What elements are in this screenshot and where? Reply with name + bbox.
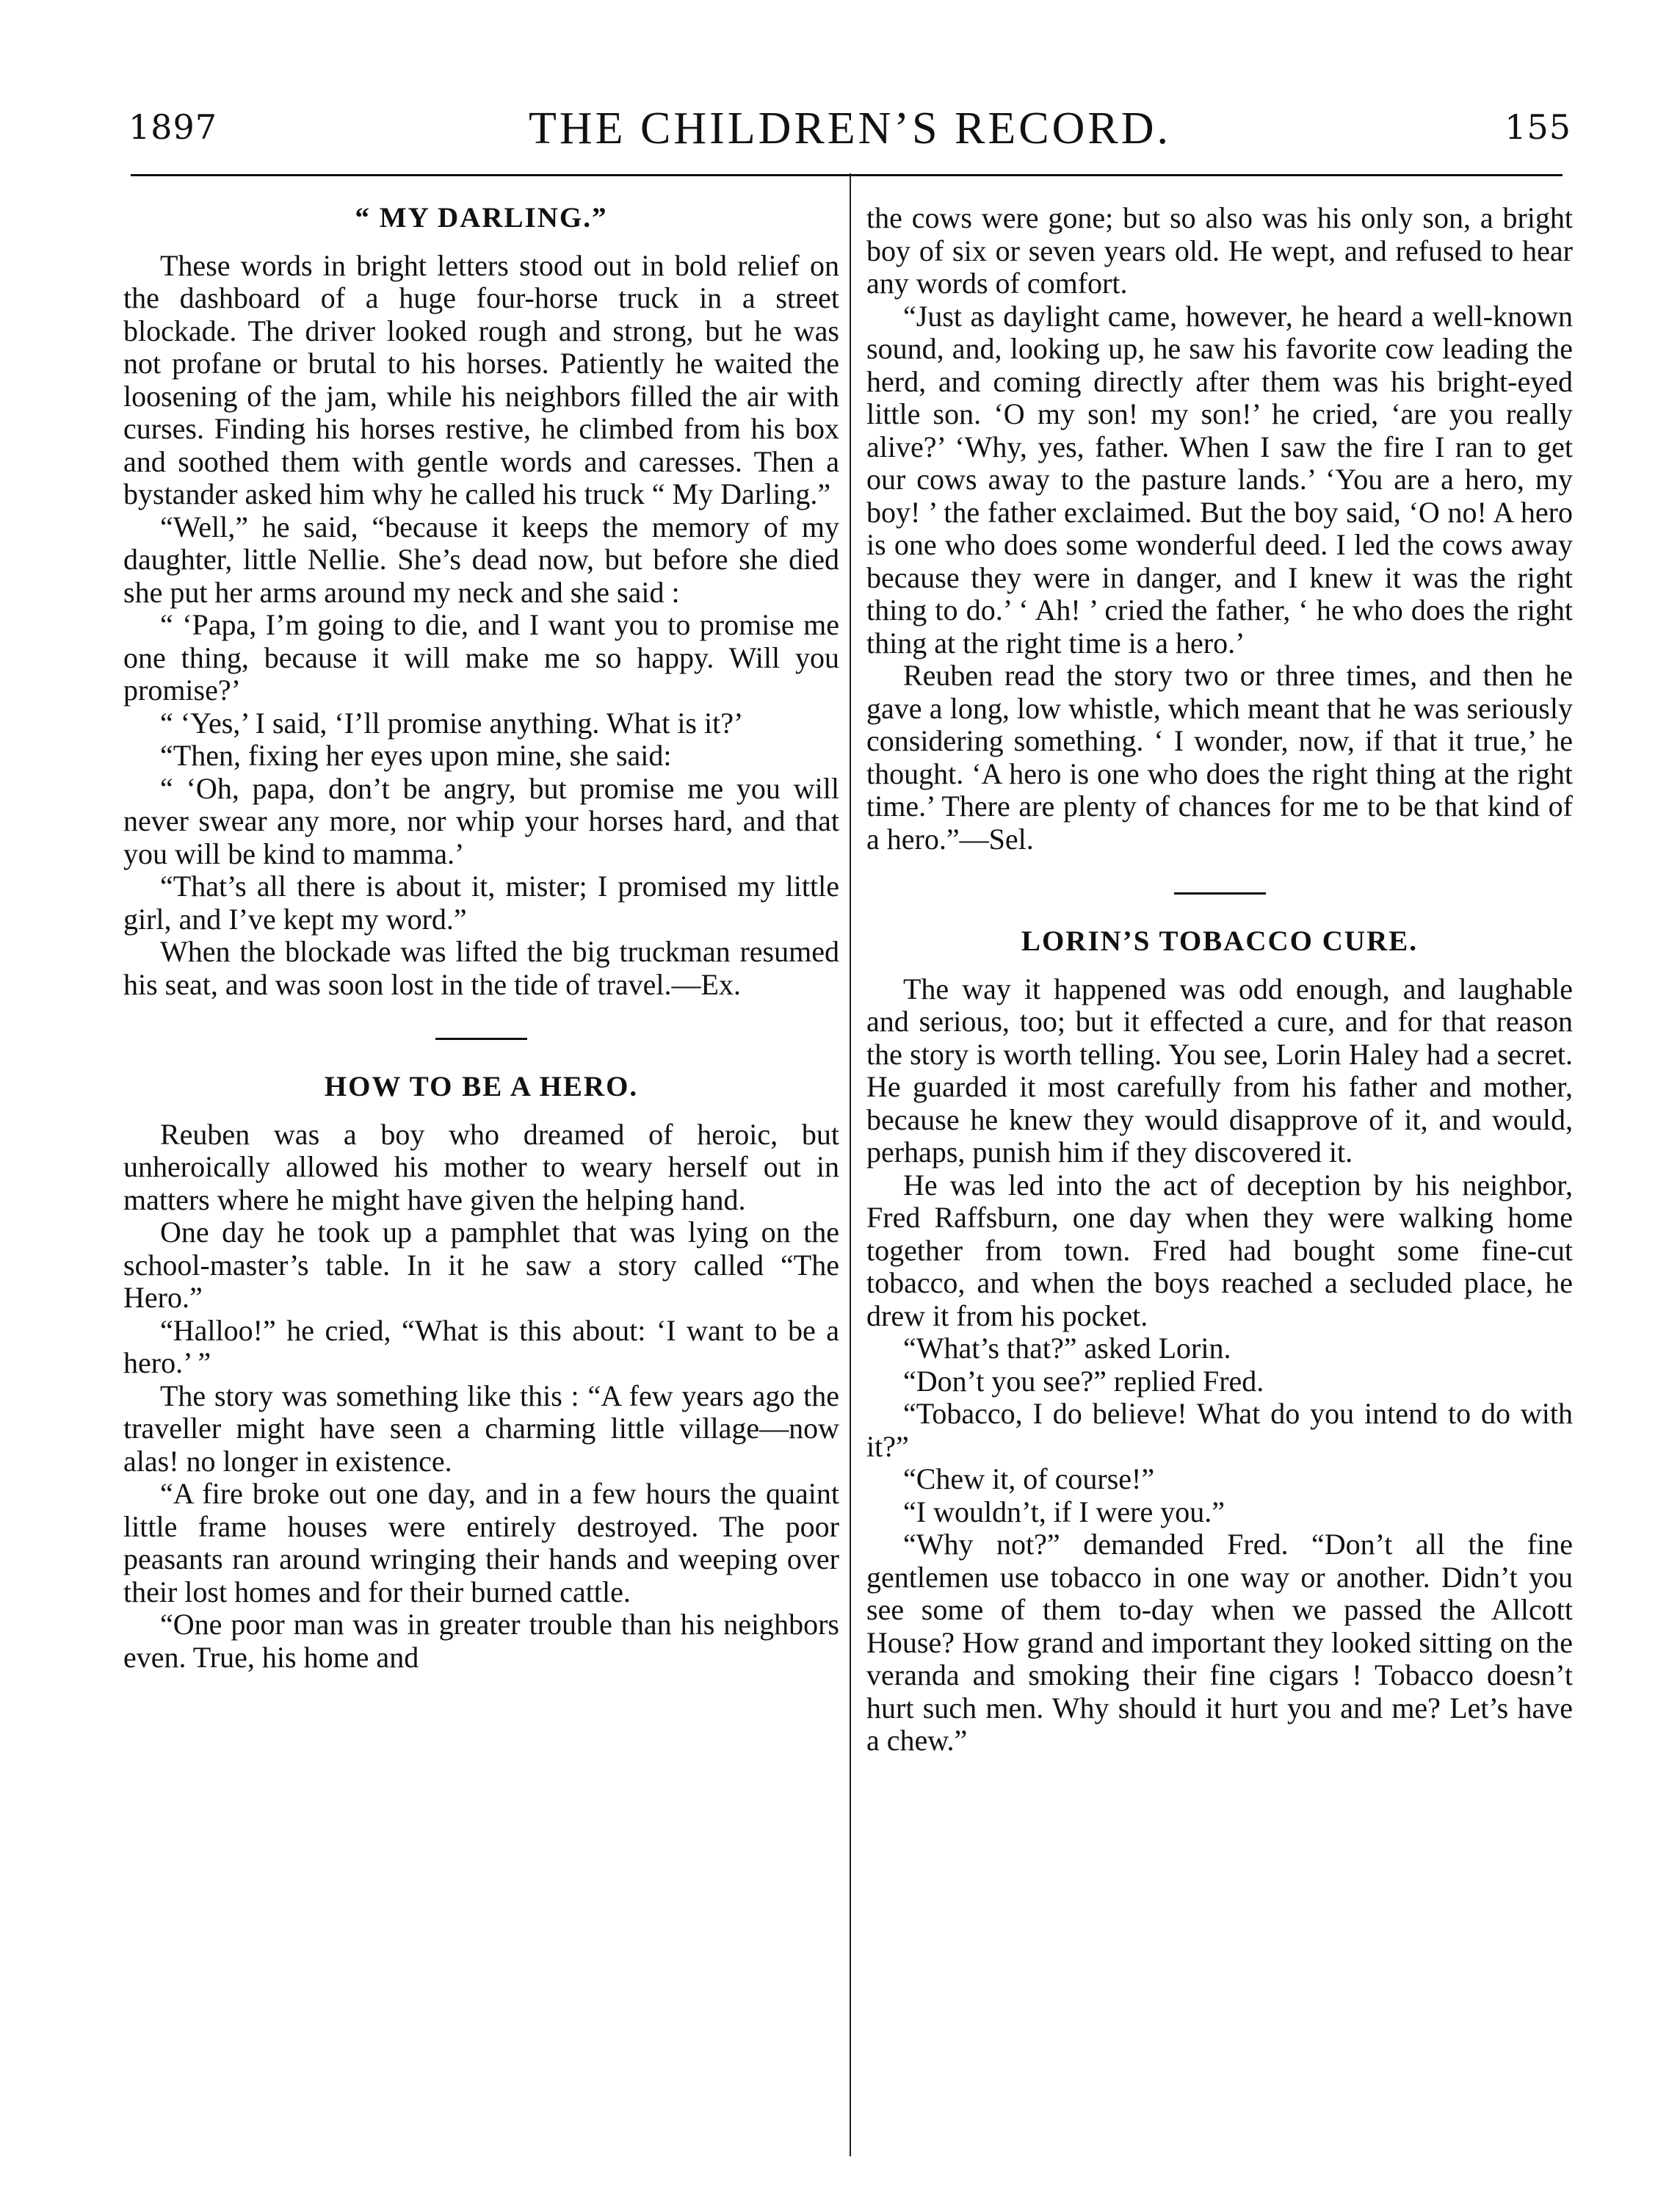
page-number: 155	[1505, 107, 1571, 147]
paragraph: “ ‘Oh, papa, don’t be angry, but promise me you will never swear any more, nor whip your horses hard, and that you will be kind to mamma.’	[123, 771, 839, 870]
paragraph: “Then, fixing her eyes upon mine, she said:	[160, 739, 672, 772]
paragraph: the cows were gone; but so also was his only son, a bright boy of six or seven years old. He wept, and refused to hear any words of comfort.	[866, 201, 1573, 300]
article-title-lorins-tobacco-cure: LORIN’S TOBACCO CURE.	[1021, 925, 1419, 957]
paragraph: “Chew it, of course!”	[903, 1462, 1155, 1495]
paragraph: The story was something like this : “A few years ago the traveller might have seen a charming little village—now alas! no longer in existence.	[123, 1379, 839, 1478]
paragraph: The way it happened was odd enough, and laughable and serious, too; but it effected a cure, and for that reason the story is worth telling. You see, Lorin Haley had a secret. He guarded it most carefully from his father and mother, because he knew they would disapprove of it, and would, perhaps, punish him if they discovered it.	[866, 972, 1573, 1168]
page-header	[128, 103, 1571, 162]
paragraph: “Halloo!” he cried, “What is this about: ‘I want to be a hero.’ ”	[123, 1313, 839, 1379]
paragraph: He was led into the act of deception by his neighbor, Fred Raffsburn, one day when they were walking home together from town. Fred had bought some fine-cut tobacco, and when the boys reached a secluded place, he drew it from his pocket.	[866, 1168, 1573, 1332]
paragraph: “What’s that?” asked Lorin.	[903, 1332, 1231, 1365]
paragraph: “One poor man was in greater trouble than his neighbors even. True, his home and	[123, 1608, 839, 1674]
paragraph: These words in bright letters stood out in bold relief on the dashboard of a huge four-horse truck in a street blockade. The driver looked rough and strong, but he was not profane or brutal to his horses. Patiently he waited the loosening of the jam, while his neighbors filled the air with curses. Finding his horses restive, he climbed from his box and soothed them with gentle words and caresses. Then a bystander asked him why he called his truck “ My Darling.”	[123, 248, 839, 510]
paragraph: “ ‘Yes,’ I said, ‘I’ll promise anything. What is it?’	[160, 706, 744, 740]
paragraph: “Don’t you see?” replied Fred.	[903, 1364, 1264, 1398]
header-year: 1897	[128, 107, 218, 147]
paragraph: One day he took up a pamphlet that was lying on the school-master’s table. In it he saw a story called “The Hero.”	[123, 1216, 839, 1314]
publication-title: THE CHILDREN’S RECORD.	[528, 104, 1172, 153]
paragraph: “Why not?” demanded Fred. “Don’t all the fine gentlemen use tobacco in one way or another. Didn’t you see some of them to-day when we passed the Allcott House? How grand and important they looked sitting on the veranda and smoking their fine cigars ! Tobacco doesn’t hurt such men. Why should it hurt you and me? Let’s have a chew.”	[866, 1528, 1573, 1757]
paragraph: “I wouldn’t, if I were you.”	[903, 1495, 1225, 1528]
right-column	[866, 202, 1573, 1758]
paragraph: “That’s all there is about it, mister; I promised my little girl, and I’ve kept my word.”	[123, 870, 839, 936]
paragraph: “Just as daylight came, however, he heard a well-known sound, and, looking up, he saw his favorite cow leading the herd, and coming directly after them was his bright-eyed little son. ‘O my son! my son!’ he cried, ‘are you really alive?’ ‘Why, yes, father. When I saw the fire I ran to get our cows away to the pasture lands.’ ‘You are a hero, my boy! ’ the father exclaimed. But the boy said, ‘O no! A hero is one who does some wonderful deed. I led the cows away because they were in danger, and I knew it was the right thing to do.’ ‘ Ah! ’ cried the father, ‘ he who does the right thing at the right time is a hero.’	[866, 299, 1573, 660]
header-rule	[131, 174, 1563, 176]
paragraph: “Well,” he said, “because it keeps the memory of my daughter, little Nellie. She’s dead now, but before she died she put her arms around my neck and she said :	[123, 510, 839, 609]
left-column	[123, 202, 839, 1674]
paragraph: “A fire broke out one day, and in a few hours the quaint little frame houses were entirely destroyed. The poor peasants ran around wringing their hands and weeping over their lost homes and for their burned cattle.	[123, 1477, 839, 1608]
paragraph: “Tobacco, I do believe! What do you intend to do with it?”	[866, 1397, 1573, 1463]
paragraph: “ ‘Papa, I’m going to die, and I want you to promise me one thing, because it will make me so happy. Will you promise?’	[123, 608, 839, 707]
paragraph: Reuben was a boy who dreamed of heroic, but unheroically allowed his mother to weary herself out in matters where he might have given the helping hand.	[123, 1117, 839, 1216]
paragraph: When the blockade was lifted the big truckman resumed his seat, and was soon lost in the tide of travel.—Ex.	[123, 935, 839, 1001]
column-divider	[850, 173, 851, 2156]
article-title-how-to-be-a-hero: HOW TO BE A HERO.	[324, 1071, 639, 1102]
article-title-my-darling: “ MY DARLING.”	[355, 202, 608, 234]
paragraph: Reuben read the story two or three times, and then he gave a long, low whistle, which meant that he was seriously considering something. ‘ I wonder, now, if that it true,’ he thought. ‘A hero is one who does the right thing at the right time.’ There are plenty of chances for me to be that kind of a hero.”—Sel.	[866, 659, 1573, 856]
